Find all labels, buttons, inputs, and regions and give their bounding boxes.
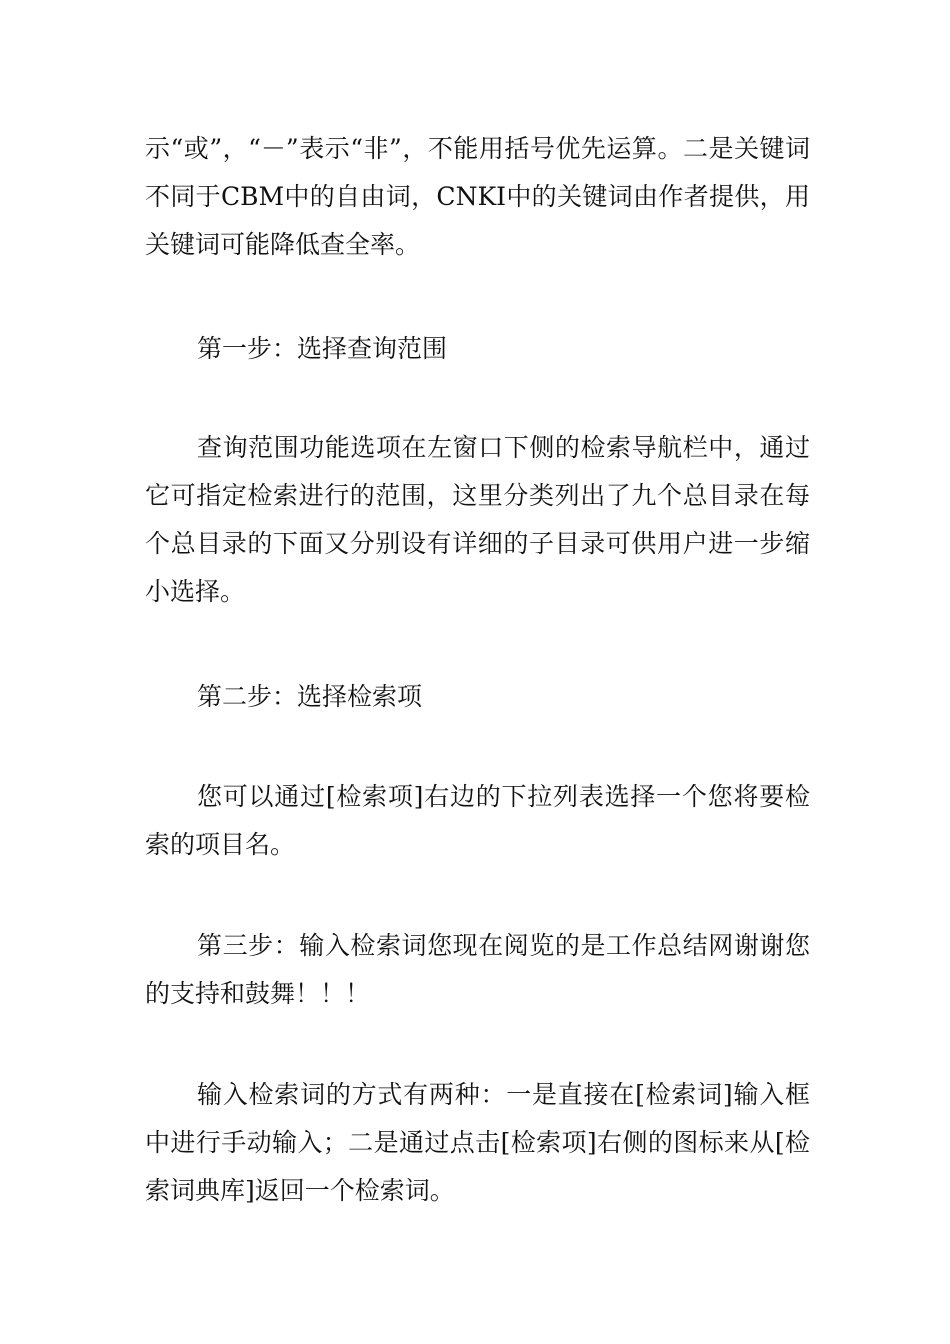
step3-paragraph: 第三步：输入检索词您现在阅览的是工作总结网谢谢您的支持和鼓舞！！！ <box>145 931 810 1008</box>
step1-heading: 第一步：选择查询范围 <box>197 334 448 363</box>
step2-body: 您可以通过[检索项]右边的下拉列表选择一个您将要检索的项目名。 <box>145 782 810 859</box>
step3-body: 输入检索词的方式有两种：一是直接在[检索词]输入框中进行手动输入；二是通过点击[检索项]右侧的图标来从[检索词典库]返回一个检索词。 <box>145 1080 810 1205</box>
step2-heading: 第二步：选择检索项 <box>197 682 423 711</box>
paragraph-continuation: 示“或”，“－”表示“非”，不能用括号优先运算。二是关键词不同于CBM中的自由词，CNKI中的关键词由作者提供，用关键词可能降低查全率。 <box>145 134 810 259</box>
step1-body: 查询范围功能选项在左窗口下侧的检索导航栏中，通过它可指定检索进行的范围，这里分类列出了九个总目录在每个总目录的下面又分别设有详细的子目录可供用户进一步缩小选择。 <box>145 433 810 606</box>
